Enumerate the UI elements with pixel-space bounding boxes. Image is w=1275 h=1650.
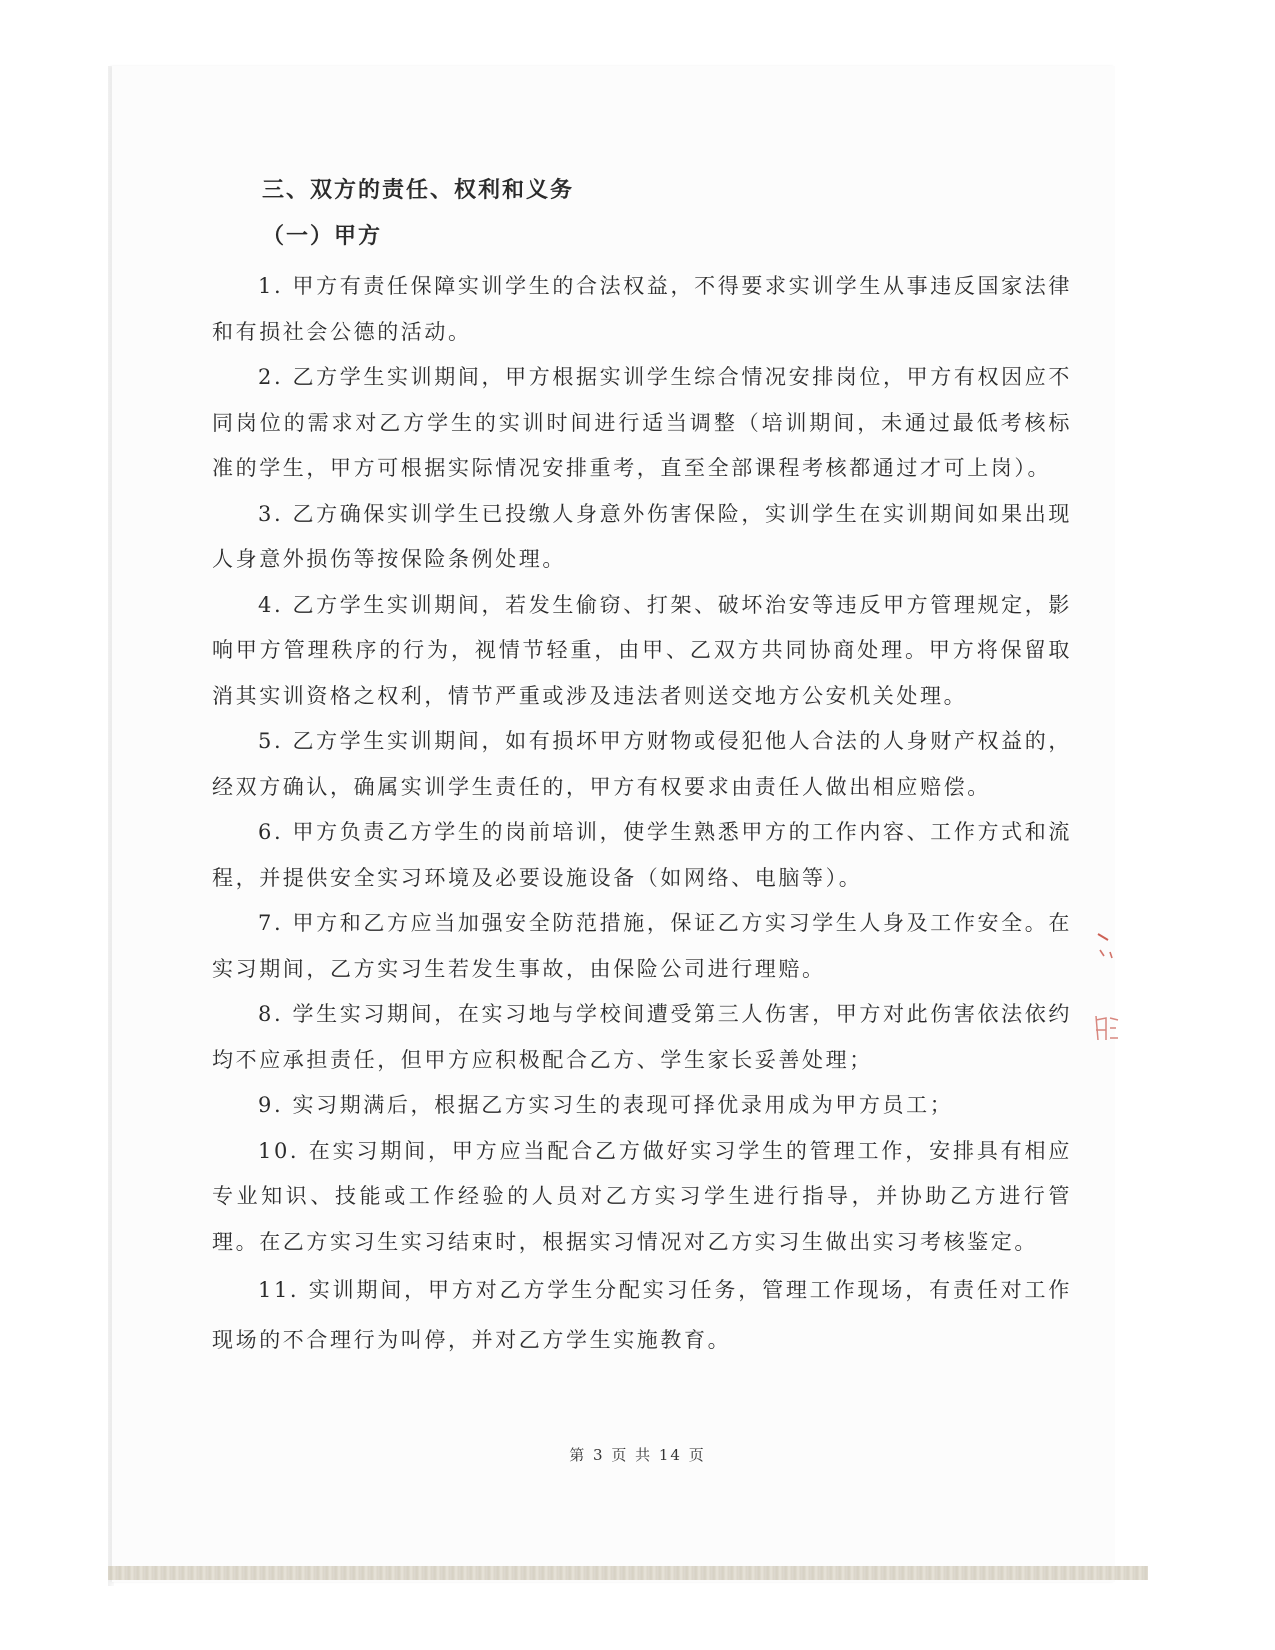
section-heading: 三、双方的责任、权利和义务: [262, 177, 575, 203]
clause-7: 7. 甲方和乙方应当加强安全防范措施，保证乙方实习学生人身及工作安全。在实习期间，乙方实习生若发生事故，由保险公司进行理赔。: [212, 911, 1072, 981]
page-footer: 第 3 页 共 14 页: [569, 1446, 706, 1464]
clause-10: 10. 在实习期间，甲方应当配合乙方做好实习学生的管理工作，安排具有相应专业知识、技能或工作经验的人员对乙方实习学生进行指导，并协助乙方进行管理。在乙方实习生实习结束时，根据实习情况对乙方实习生做出实习考核鉴定。: [212, 1138, 1072, 1254]
clause-6: 6. 甲方负责乙方学生的岗前培训，使学生熟悉甲方的工作内容、工作方式和流程，并提供安全实习环境及必要设施设备（如网络、电脑等）。: [212, 820, 1072, 890]
document-body: [212, 172, 1072, 1365]
clause-1: 1. 甲方有责任保障实训学生的合法权益，不得要求实训学生从事违反国家法律和有损社会公德的活动。: [212, 274, 1072, 344]
sub-heading: （一）甲方: [262, 223, 383, 249]
clause-5: 5. 乙方学生实训期间，如有损坏甲方财物或侵犯他人合法的人身财产权益的，经双方确认，确属实训学生责任的，甲方有权要求由责任人做出相应赔偿。: [212, 729, 1072, 799]
scan-bottom-edge: [108, 1566, 1148, 1580]
clause-11: 11. 实训期间，甲方对乙方学生分配实习任务，管理工作现场，有责任对工作现场的不合理行为叫停，并对乙方学生实施教育。: [212, 1278, 1072, 1352]
clause-9: 9. 实习期满后，根据乙方实习生的表现可择优录用成为甲方员工；: [258, 1093, 954, 1117]
clause-8: 8. 学生实习期间，在实习地与学校间遭受第三人伤害，甲方对此伤害依法依约均不应承担责任，但甲方应积极配合乙方、学生家长妥善处理；: [212, 1002, 1072, 1072]
clause-3: 3. 乙方确保实训学生已投缴人身意外伤害保险，实训学生在实训期间如果出现人身意外损伤等按保险条例处理。: [212, 501, 1072, 571]
clause-2: 2. 乙方学生实训期间，甲方根据实训学生综合情况安排岗位，甲方有权因应不同岗位的需求对乙方学生的实训时间进行适当调整（培训期间，未通过最低考核标准的学生，甲方可根据实际情况安排重考，直至全部课程考核都通过才可上岗）。: [212, 365, 1072, 480]
seal-stamp-fragment: [1088, 922, 1128, 1062]
clause-4: 4. 乙方学生实训期间，若发生偷窃、打架、破坏治安等违反甲方管理规定，影响甲方管理秩序的行为，视情节轻重，由甲、乙双方共同协商处理。甲方将保留取消其实训资格之权利，情节严重或涉及违法者则送交地方公安机关处理。: [212, 592, 1072, 708]
